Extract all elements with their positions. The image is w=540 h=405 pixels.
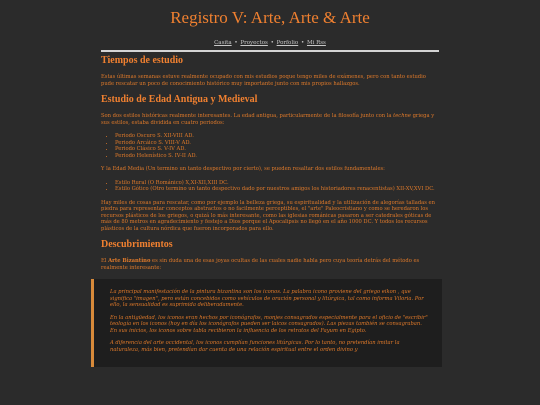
list-item: • Periodo Oscuro S. XII-VIII AD. <box>115 133 439 140</box>
blockquote <box>91 279 442 367</box>
paragraph-tiempos: Estas últimas semanas estuve realmente ocupado con mis estudios poque tengo miles de exámenes, pero con tanto estudio pude rescatar un poco de conocimiento histórico muy importante junto con mis propios hallazgos. <box>101 74 426 87</box>
quote-paragraph: La principal manifestación de la pintura bizantina son los iconos. La palabra icono proviene del griego eikon , que significa "imagen", pero están concebidos como vehículos de oración personal y litúrgica, tal como informa Viloria. Por ello, la sensualidad es suprimida deliberadamente. <box>110 289 424 308</box>
text-span: griega y sus estilos, estaba dividida en cuatro periodos: <box>101 113 435 126</box>
list-item: • Periodo Arcáico S. VIII-V AD. <box>115 140 439 147</box>
nav-link-porfolio[interactable]: Porfolio <box>276 40 299 46</box>
nav-separator: • <box>234 40 238 46</box>
text-span: Son dos estilos históricas realmente interesantes. La edad antigua, particularmente de la filosofía junto con la <box>101 113 394 119</box>
section-heading-estudio: Estudio de Edad Antigua y Medieval <box>101 94 258 105</box>
quote-paragraph: A diferencia del arte occidental, los iconos cumplían funciones litúrgicas. Por lo tanto, no pretendían imitar la naturaleza, más bien, pretendían dar cuenta de una relación espiritual entre el orden divino y <box>110 340 400 353</box>
section-heading-tiempos: Tiempos de estudio <box>101 55 184 66</box>
page-title: Registro V: Arte, Arte & Arte <box>170 8 370 27</box>
nav-link-rss[interactable]: Mi Rss <box>306 40 326 46</box>
nav-separator: • <box>300 40 305 46</box>
nav-link-casita[interactable]: Casita <box>214 40 232 46</box>
paragraph-descubrimientos-intro <box>101 258 439 271</box>
styles-list <box>101 180 439 193</box>
text-span: es sin duda una de esas joyas ocultas de las cuales nadie habla pero cuya teoría detrás del método es realmente interesante: <box>101 258 420 271</box>
list-item: • Estilo Gótico (Otro termino un tanto despectivo dado por nuestros amigos los historiadores renacentistas) XII-XV,XVI DC. <box>115 186 439 193</box>
emphasis-techne: techne <box>393 113 411 119</box>
list-item: • Periodo Helenístico S. IV-II AD. <box>115 153 439 160</box>
main-content <box>101 51 439 367</box>
list-item: • Estilo Rural (O Románico) X,XI-XII,XIII DC. <box>115 180 439 187</box>
paragraph-medieval-intro: Y la Edad Media (Un termino un tanto despectivo por cierto), se pueden resaltar dos estilos fundamentales: <box>101 166 385 172</box>
periods-list <box>101 133 439 159</box>
section-heading-descubrimientos: Descubrimientos <box>101 239 173 250</box>
list-item: • Periodo Clásico S. V-IV AD. <box>115 146 439 153</box>
main-nav <box>0 40 540 46</box>
header <box>0 0 540 52</box>
strong-arte-bizantino: Arte Bizantino <box>108 258 151 264</box>
nav-link-proyectos[interactable]: Proyectos <box>240 40 268 46</box>
paragraph-estudio-intro <box>101 113 439 126</box>
text-span: El <box>101 258 109 264</box>
nav-separator: • <box>270 40 274 46</box>
paragraph-estudio-closing: Hay miles de cosas para rescatar, como por ejemplo la belleza griega, su espiritualidad y la utilización de alegorías talladas en piedra para representar conceptos abstractos o no facilmente perceptibles, el "arte" Paleocristiano y como se heredaron los recursos plásticos de los griegos, o quizá lo más interesante, como las iglesias románicas pasaron a ser catedrales góticas de más de 80 metros en agradecimiento y festejo a Dios porque el Apocalipsis no llegó en el año 1000 DC. Y todos los recursos plásticos de la cultura nórdica que fueron incorporados para ello. <box>101 199 435 232</box>
quote-paragraph: En la antigüedad, los iconos eran hechos por iconógrafos, monjes consagrados especialmente para el oficio de "escribir" teología en los iconos (hoy en día los iconógrafos pueden ser laicos consagrados). Las piezas también se consagraban. En sus inicios, los iconos sobre tabla recibieron la influencia de los retratos del Fayum en Egipto. <box>110 314 428 334</box>
